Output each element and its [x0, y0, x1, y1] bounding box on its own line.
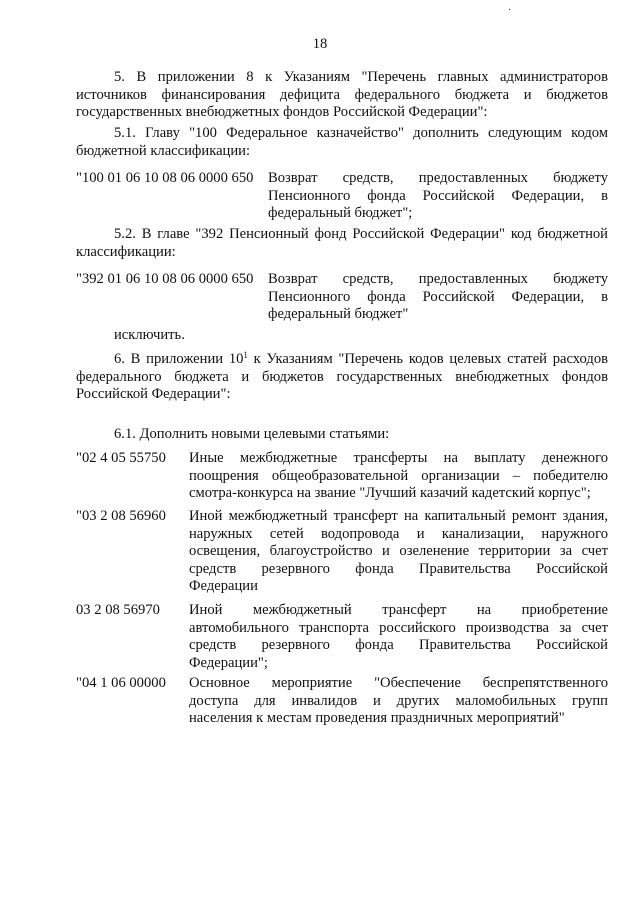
paragraph-6-1: 6.1. Дополнить новыми целевыми статьями: — [114, 426, 390, 442]
classification-code: "100 01 06 10 08 06 0000 650 — [76, 170, 254, 186]
target-article-entry — [76, 675, 608, 728]
classification-description: Возврат средств, предоставленных бюджету Пенсионного фонда Российской Федерации, в федеральный бюджет"; — [268, 170, 608, 221]
target-article-code: "04 1 06 00000 — [76, 675, 166, 691]
classification-entry-1 — [76, 170, 608, 223]
section-6-1 — [76, 426, 608, 444]
section-5-1 — [76, 125, 608, 160]
exclude-text-block — [114, 327, 608, 345]
superscript: 1 — [243, 350, 248, 360]
section-5-2 — [76, 226, 608, 261]
classification-code: "392 01 06 10 08 06 0000 650 — [76, 271, 254, 287]
classification-description: Возврат средств, предоставленных бюджету Пенсионного фонда Российской Федерации, в федеральный бюджет" — [268, 271, 608, 322]
target-article-description: Иные межбюджетные трансферты на выплату денежного поощрения общеобразовательной организации – победителю смотра-конкурса на звание "Лучший казачий кадетский корпус"; — [189, 450, 608, 501]
exclude-text: исключить. — [114, 327, 185, 343]
paragraph-6: 6. В приложении $10^1$ к Указаниям "Перечень кодов целевых статей расходов федерального бюджета и бюджетов государственных внебюджетных фондов Российской Федерации": — [76, 350, 609, 402]
section-6-intro — [76, 351, 608, 404]
target-article-entry — [76, 508, 608, 596]
paragraph-5: 5. В приложении 8 к Указаниям "Перечень главных администраторов источников финансирования дефицита федерального бюджета и бюджетов государственных внебюджетных фондов Российской Федерации": — [76, 69, 608, 120]
target-article-description: Основное мероприятие "Обеспечение беспрепятственного доступа для инвалидов и других маломобильных групп населения к местам проведения праздничных мероприятий" — [189, 675, 608, 726]
paragraph-5-1: 5.1. Главу "100 Федеральное казначейство" дополнить следующим кодом бюджетной классификации: — [76, 125, 608, 159]
scan-mark: · — [508, 5, 512, 16]
target-article-entry — [76, 450, 608, 503]
target-article-description: Иной межбюджетный трансферт на приобретение автомобильного транспорта российского производства за счет средств резервного фонда Правительства Российской Федерации"; — [189, 602, 608, 671]
target-article-code: 03 2 08 56970 — [76, 602, 160, 618]
page-number: 18 — [312, 36, 328, 52]
paragraph-5-2: 5.2. В главе "392 Пенсионный фонд Российской Федерации" код бюджетной классификации: — [76, 226, 608, 260]
target-article-code: "03 2 08 56960 — [76, 508, 166, 524]
target-article-code: "02 4 05 55750 — [76, 450, 166, 466]
target-article-description: Иной межбюджетный трансферт на капитальный ремонт здания, наружных сетей водопровода и канализации, наружного освещения, благоустройство и озеленение территории за счет средств резервного фонда Правительства Российской Федерации — [189, 508, 608, 594]
target-article-entry — [76, 602, 608, 672]
section-5-intro — [76, 69, 608, 122]
classification-entry-2 — [76, 271, 608, 324]
